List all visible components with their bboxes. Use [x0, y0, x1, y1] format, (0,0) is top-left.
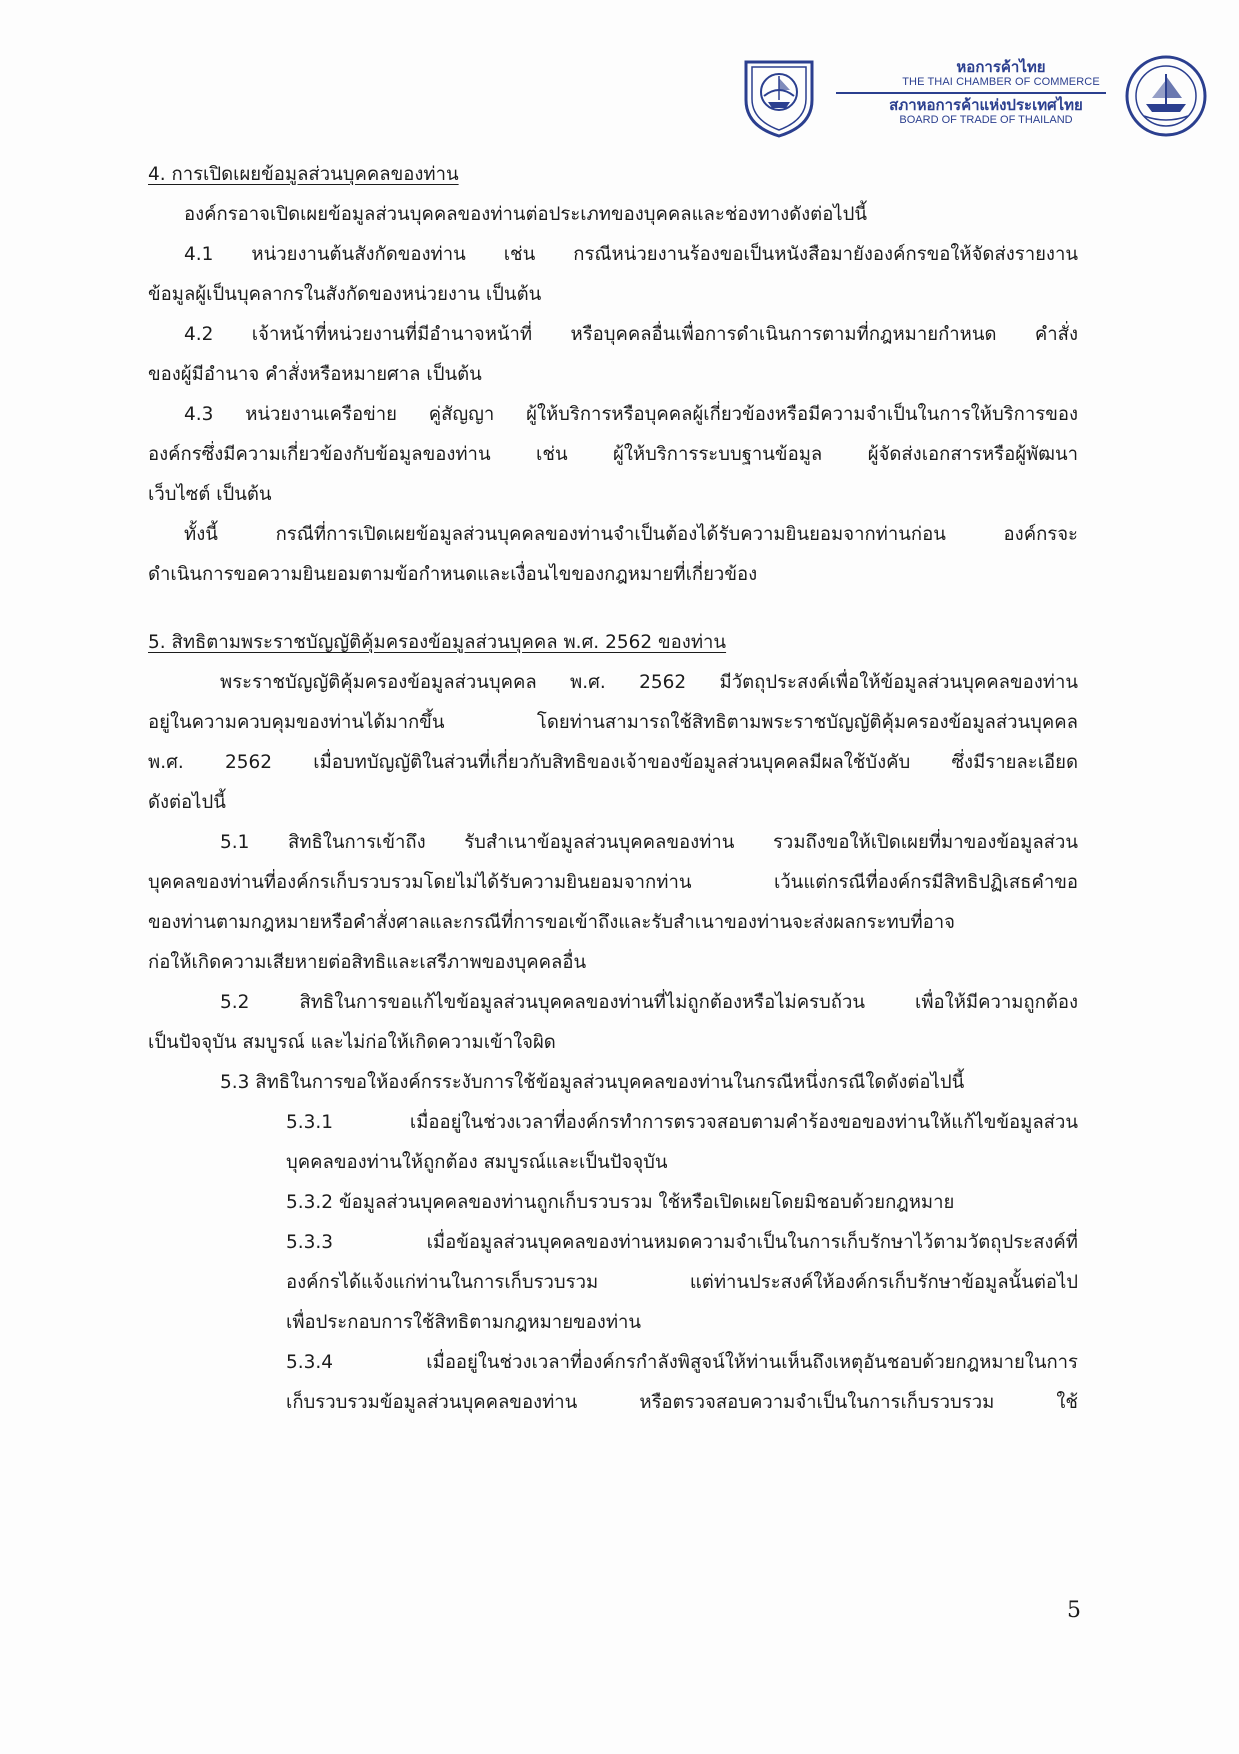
right-5-3-1-line-2: บุคคลของท่านให้ถูกต้อง สมบูรณ์และเป็นปัจจุบัน: [286, 1152, 668, 1173]
page-number: 5: [1067, 1598, 1081, 1623]
section-5-intro-line-4: ดังต่อไปนี้: [148, 792, 226, 813]
right-5-3-3-line-2: องค์กรได้แจ้งแก่ท่านในการเก็บรวบรวม แต่ท่านประสงค์ให้องค์กรเก็บรักษาข้อมูลนั้นต่อไป: [286, 1272, 1078, 1293]
section-4-intro: องค์กรอาจเปิดเผยข้อมูลส่วนบุคคลของท่านต่อประเภทของบุคคลและช่องทางดังต่อไปนี้: [184, 204, 868, 225]
section-4-item-3-line-2: องค์กรซึ่งมีความเกี่ยวข้องกับข้อมูลของท่าน เช่น ผู้ให้บริการระบบฐานข้อมูล ผู้จัดส่งเอกสารหรือผู้พัฒนา: [148, 444, 1078, 465]
right-5-2-line-1: 5.2 สิทธิในการขอแก้ไขข้อมูลส่วนบุคคลของท่านที่ไม่ถูกต้องหรือไม่ครบถ้วน เพื่อให้มีความถูกต้อง: [220, 992, 1078, 1013]
right-5-3-3-line-3: เพื่อประกอบการใช้สิทธิตามกฎหมายของท่าน: [286, 1312, 642, 1333]
section-4-note-line-2: ดำเนินการขอความยินยอมตามข้อกำหนดและเงื่อนไขของกฎหมายที่เกี่ยวข้อง: [148, 564, 758, 585]
org-names: [836, 58, 1106, 127]
section-5-intro-line-3: พ.ศ. 2562 เมื่อบทบัญญัติในส่วนที่เกี่ยวกับสิทธิของเจ้าของข้อมูลส่วนบุคคลมีผลใช้บังคับ ซึ่งมีรายละเอียด: [148, 752, 1078, 773]
section-4-item-3-line-1: 4.3 หน่วยงานเครือข่าย คู่สัญญา ผู้ให้บริการหรือบุคคลผู้เกี่ยวข้องหรือมีความจำเป็นในการให้บริการของ: [184, 404, 1078, 425]
board-name-thai: สภาหอการค้าแห่งประเทศไทย: [889, 96, 1083, 114]
right-5-3-line-1: 5.3 สิทธิในการขอให้องค์กรระงับการใช้ข้อมูลส่วนบุคคลของท่านในกรณีหนึ่งกรณีใดดังต่อไปนี้: [220, 1072, 965, 1093]
section-4-heading: 4. การเปิดเผยข้อมูลส่วนบุคคลของท่าน: [148, 164, 459, 185]
section-spacer: [148, 595, 1078, 623]
right-5-1-line-2: บุคคลของท่านที่องค์กรเก็บรวบรวมโดยไม่ได้รับความยินยอมจากท่าน เว้นแต่กรณีที่องค์กรมีสิทธิปฏิเสธคำขอ: [148, 872, 1078, 893]
section-4-item-2-line-1: 4.2 เจ้าหน้าที่หน่วยงานที่มีอำนาจหน้าที่ หรือบุคคลอื่นเพื่อการดำเนินการตามที่กฎหมายกำหนด คำสั่ง: [184, 324, 1078, 345]
letterhead: [738, 52, 1208, 142]
org-name-thai: หอการค้าไทย: [956, 58, 1046, 76]
section-4-item-1-line-2: ข้อมูลผู้เป็นบุคลากรในสังกัดของหน่วยงาน เป็นต้น: [148, 284, 542, 305]
right-5-2-line-2: เป็นปัจจุบัน สมบูรณ์ และไม่ก่อให้เกิดความเข้าใจผิด: [148, 1032, 556, 1053]
thai-chamber-emblem-icon: [738, 56, 820, 138]
board-of-trade-seal-icon: [1124, 54, 1208, 138]
right-5-3-3-line-1: 5.3.3 เมื่อข้อมูลส่วนบุคคลของท่านหมดความจำเป็นในการเก็บรักษาไว้ตามวัตถุประสงค์ที่: [286, 1232, 1078, 1253]
right-5-3-2-line-1: 5.3.2 ข้อมูลส่วนบุคคลของท่านถูกเก็บรวบรวม ใช้หรือเปิดเผยโดยมิชอบด้วยกฎหมาย: [286, 1192, 955, 1213]
section-5-intro-line-2: อยู่ในความควบคุมของท่านได้มากขึ้น โดยท่านสามารถใช้สิทธิตามพระราชบัญญัติคุ้มครองข้อมูลส่วนบุคคล: [148, 712, 1078, 733]
right-5-1-line-3: ของท่านตามกฎหมายหรือคำสั่งศาลและกรณีที่การขอเข้าถึงและรับสำเนาของท่านจะส่งผลกระทบที่อาจ: [148, 912, 955, 933]
section-5-intro-line-1: พระราชบัญญัติคุ้มครองข้อมูลส่วนบุคคล พ.ศ. 2562 มีวัตถุประสงค์เพื่อให้ข้อมูลส่วนบุคคลของท่าน: [220, 672, 1078, 693]
section-4-note-line-1: ทั้งนี้ กรณีที่การเปิดเผยข้อมูลส่วนบุคคลของท่านจำเป็นต้องได้รับความยินยอมจากท่านก่อน องค์กรจะ: [184, 524, 1078, 545]
section-4-item-2-line-2: ของผู้มีอำนาจ คำสั่งหรือหมายศาล เป็นต้น: [148, 364, 482, 385]
board-name-english: BOARD OF TRADE OF THAILAND: [899, 114, 1073, 126]
right-5-3-4-line-2: เก็บรวบรวมข้อมูลส่วนบุคคลของท่าน หรือตรวจสอบความจำเป็นในการเก็บรวบรวม ใช้: [286, 1392, 1078, 1413]
section-4-item-1-line-1: 4.1 หน่วยงานต้นสังกัดของท่าน เช่น กรณีหน่วยงานร้องขอเป็นหนังสือมายังองค์กรขอให้จัดส่งรายงาน: [184, 244, 1078, 265]
section-4-item-3-line-3: เว็บไซต์ เป็นต้น: [148, 484, 272, 505]
right-5-3-4-line-1: 5.3.4 เมื่ออยู่ในช่วงเวลาที่องค์กรกำลังพิสูจน์ให้ท่านเห็นถึงเหตุอันชอบด้วยกฎหมายในการ: [286, 1352, 1078, 1373]
header-divider: [836, 92, 1106, 94]
right-5-1-line-4: ก่อให้เกิดความเสียหายต่อสิทธิและเสรีภาพของบุคคลอื่น: [148, 952, 587, 973]
right-5-1-line-1: 5.1 สิทธิในการเข้าถึง รับสำเนาข้อมูลส่วนบุคคลของท่าน รวมถึงขอให้เปิดเผยที่มาของข้อมูลส่วน: [220, 832, 1078, 853]
document-body: [148, 155, 1078, 1423]
section-5-heading: 5. สิทธิตามพระราชบัญญัติคุ้มครองข้อมูลส่วนบุคคล พ.ศ. 2562 ของท่าน: [148, 632, 727, 653]
right-5-3-1-line-1: 5.3.1 เมื่ออยู่ในช่วงเวลาที่องค์กรทำการตรวจสอบตามคำร้องขอของท่านให้แก้ไขข้อมูลส่วน: [286, 1112, 1078, 1133]
org-name-english: THE THAI CHAMBER OF COMMERCE: [902, 76, 1100, 88]
